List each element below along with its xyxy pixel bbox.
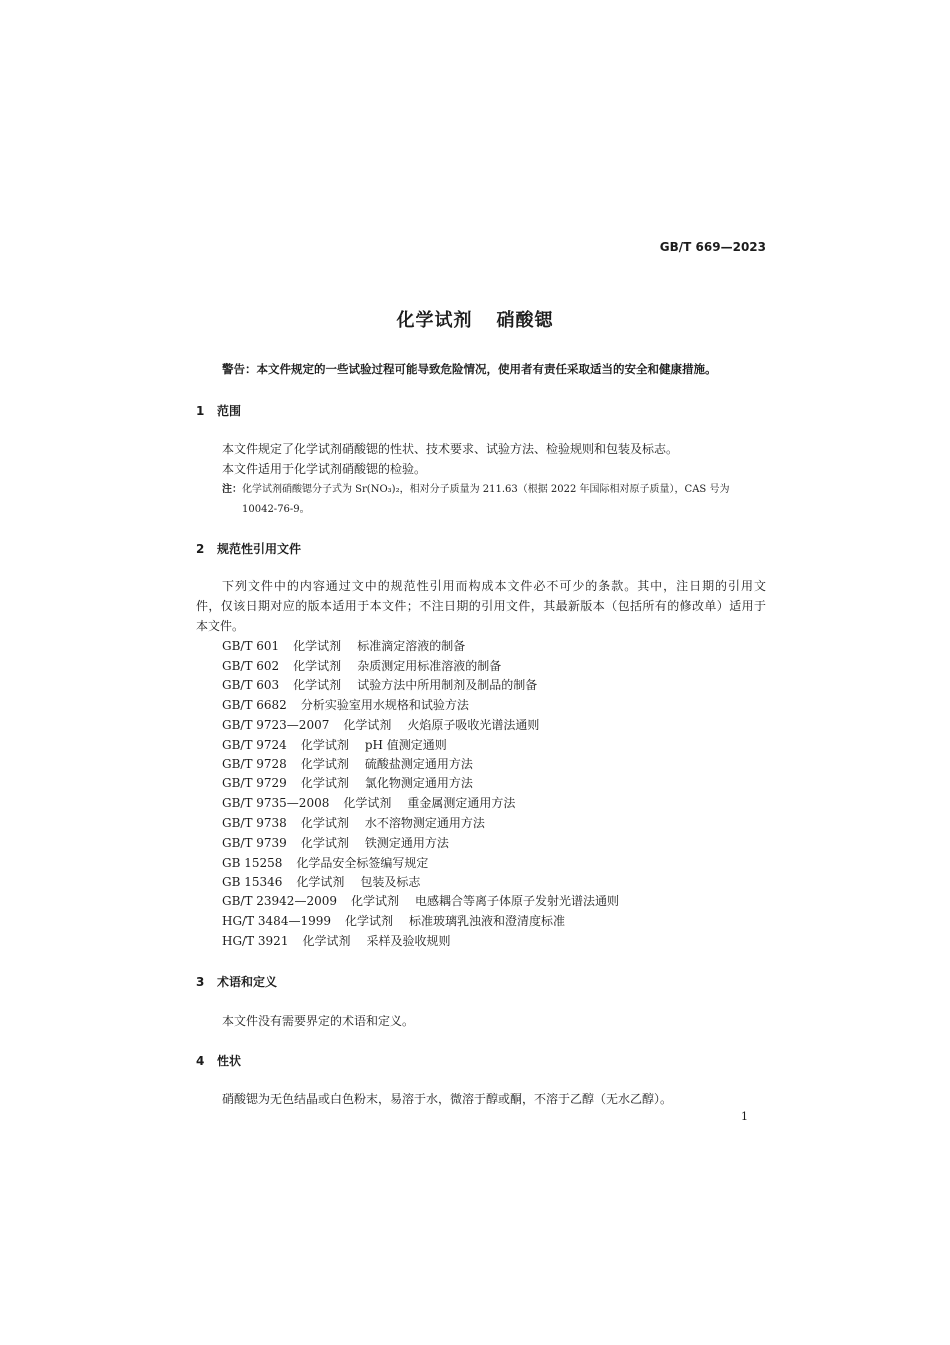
- reference-item: [222, 637, 465, 654]
- section-1-heading: [196, 402, 241, 419]
- reference-code: GB/T 603: [222, 678, 280, 692]
- document-title: [0, 306, 950, 332]
- reference-title: 化学试剂: [302, 934, 351, 948]
- reference-item: [222, 736, 447, 753]
- reference-item: [222, 696, 469, 713]
- intro-line: 下列文件中的内容通过文中的规范性引用而构成本文件必不可少的条款。其中，注日期的引用文: [222, 579, 766, 593]
- reference-title: 化学试剂: [300, 776, 349, 790]
- reference-item: [222, 716, 539, 733]
- title-part-1: 化学试剂: [396, 310, 473, 331]
- reference-title: 化学试剂: [350, 894, 399, 908]
- section-3-heading: [196, 973, 277, 990]
- section-title: 性状: [217, 1054, 242, 1068]
- reference-code: GB/T 9739: [222, 836, 287, 850]
- reference-item: [222, 854, 428, 871]
- section-2-heading: [196, 540, 301, 557]
- reference-title: 化学品安全标签编写规定: [296, 856, 429, 870]
- reference-title: 电感耦合等离子体原子发射光谱法通则: [415, 894, 620, 908]
- title-part-2: 硝酸锶: [496, 310, 554, 331]
- reference-title: 化学试剂: [293, 639, 342, 653]
- reference-code: GB/T 9724: [222, 738, 287, 752]
- reference-code: GB/T 9728: [222, 757, 287, 771]
- reference-item: [222, 774, 473, 791]
- reference-title: 重金属测定通用方法: [407, 796, 516, 810]
- reference-title: 水不溶物测定通用方法: [364, 816, 485, 830]
- reference-title: 化学试剂: [293, 659, 342, 673]
- section-number: 3: [196, 975, 205, 989]
- reference-item: [222, 892, 619, 909]
- reference-code: GB/T 601: [222, 639, 280, 653]
- reference-item: [222, 873, 420, 890]
- reference-title: 化学试剂: [343, 718, 392, 732]
- reference-title: 分析实验室用水规格和试验方法: [300, 698, 469, 712]
- reference-title: 试验方法中所用制剂及制品的制备: [357, 678, 538, 692]
- intro-line: 件，仅该日期对应的版本适用于本文件；不注日期的引用文件，其最新版本（包括所有的修改单）适用于: [196, 599, 766, 613]
- reference-code: HG/T 3921: [222, 934, 289, 948]
- intro-line: 本文件。: [196, 619, 245, 633]
- reference-title: 化学试剂: [343, 796, 392, 810]
- paragraph: 本文件适用于化学试剂硝酸锶的检验。: [222, 462, 427, 476]
- reference-code: GB 15346: [222, 875, 283, 889]
- reference-code: GB/T 602: [222, 659, 280, 673]
- reference-item: [222, 932, 450, 949]
- reference-title: 杂质测定用标准溶液的制备: [357, 659, 502, 673]
- reference-title: 包装及标志: [360, 875, 421, 889]
- reference-title: 化学试剂: [300, 816, 349, 830]
- paragraph: 硝酸锶为无色结晶或白色粉末，易溶于水，微溶于醇或酮，不溶于乙醇（无水乙醇）。: [222, 1092, 673, 1106]
- reference-title: 化学试剂: [300, 836, 349, 850]
- section-title: 范围: [217, 404, 242, 418]
- section-title: 规范性引用文件: [217, 542, 302, 556]
- reference-title: 化学试剂: [300, 738, 349, 752]
- reference-code: GB/T 23942—2009: [222, 894, 337, 908]
- note-continuation: 10042-76-9。: [242, 504, 310, 515]
- reference-code: GB/T 9735—2008: [222, 796, 330, 810]
- reference-item: [222, 814, 485, 831]
- reference-title: pH 值测定通则: [364, 738, 447, 752]
- note-text: 化学试剂硝酸锶分子式为 Sr(NO₃)₂，相对分子质量为 211.63（根据 2022 年国际相对原子质量），CAS 号为: [242, 484, 730, 495]
- reference-code: GB/T 9723—2007: [222, 718, 330, 732]
- reference-item: [222, 834, 449, 851]
- reference-item: [222, 755, 473, 772]
- reference-code: GB/T 9738: [222, 816, 287, 830]
- reference-title: 标准玻璃乳浊液和澄清度标准: [409, 914, 566, 928]
- reference-code: HG/T 3484—1999: [222, 914, 331, 928]
- standard-code: GB/T 669—2023: [659, 240, 766, 254]
- reference-title: 化学试剂: [296, 875, 345, 889]
- note: [222, 480, 729, 495]
- paragraph: 本文件没有需要界定的术语和定义。: [222, 1014, 415, 1028]
- reference-title: 化学试剂: [300, 757, 349, 771]
- warning-text: 警告：本文件规定的一些试验过程可能导致危险情况，使用者有责任采取适当的安全和健康措施。: [222, 362, 717, 376]
- reference-title: 硫酸盐测定通用方法: [364, 757, 473, 771]
- section-4-heading: [196, 1052, 241, 1069]
- reference-title: 铁测定通用方法: [364, 836, 449, 850]
- reference-code: GB/T 6682: [222, 698, 287, 712]
- reference-item: [222, 657, 501, 674]
- reference-title: 化学试剂: [345, 914, 394, 928]
- section-number: 4: [196, 1054, 205, 1068]
- reference-title: 采样及验收规则: [366, 934, 451, 948]
- reference-title: 化学试剂: [293, 678, 342, 692]
- note-label: 注：: [222, 484, 242, 495]
- reference-title: 氯化物测定通用方法: [364, 776, 473, 790]
- reference-title: 火焰原子吸收光谱法通则: [407, 718, 540, 732]
- reference-code: GB/T 9729: [222, 776, 287, 790]
- section-number: 2: [196, 542, 205, 556]
- paragraph: 本文件规定了化学试剂硝酸锶的性状、技术要求、试验方法、检验规则和包装及标志。: [222, 442, 679, 456]
- page-number: 1: [741, 1110, 748, 1123]
- reference-item: [222, 794, 515, 811]
- reference-code: GB 15258: [222, 856, 283, 870]
- reference-item: [222, 912, 565, 929]
- reference-item: [222, 676, 537, 693]
- reference-title: 标准滴定溶液的制备: [357, 639, 466, 653]
- section-title: 术语和定义: [217, 975, 278, 989]
- section-number: 1: [196, 404, 205, 418]
